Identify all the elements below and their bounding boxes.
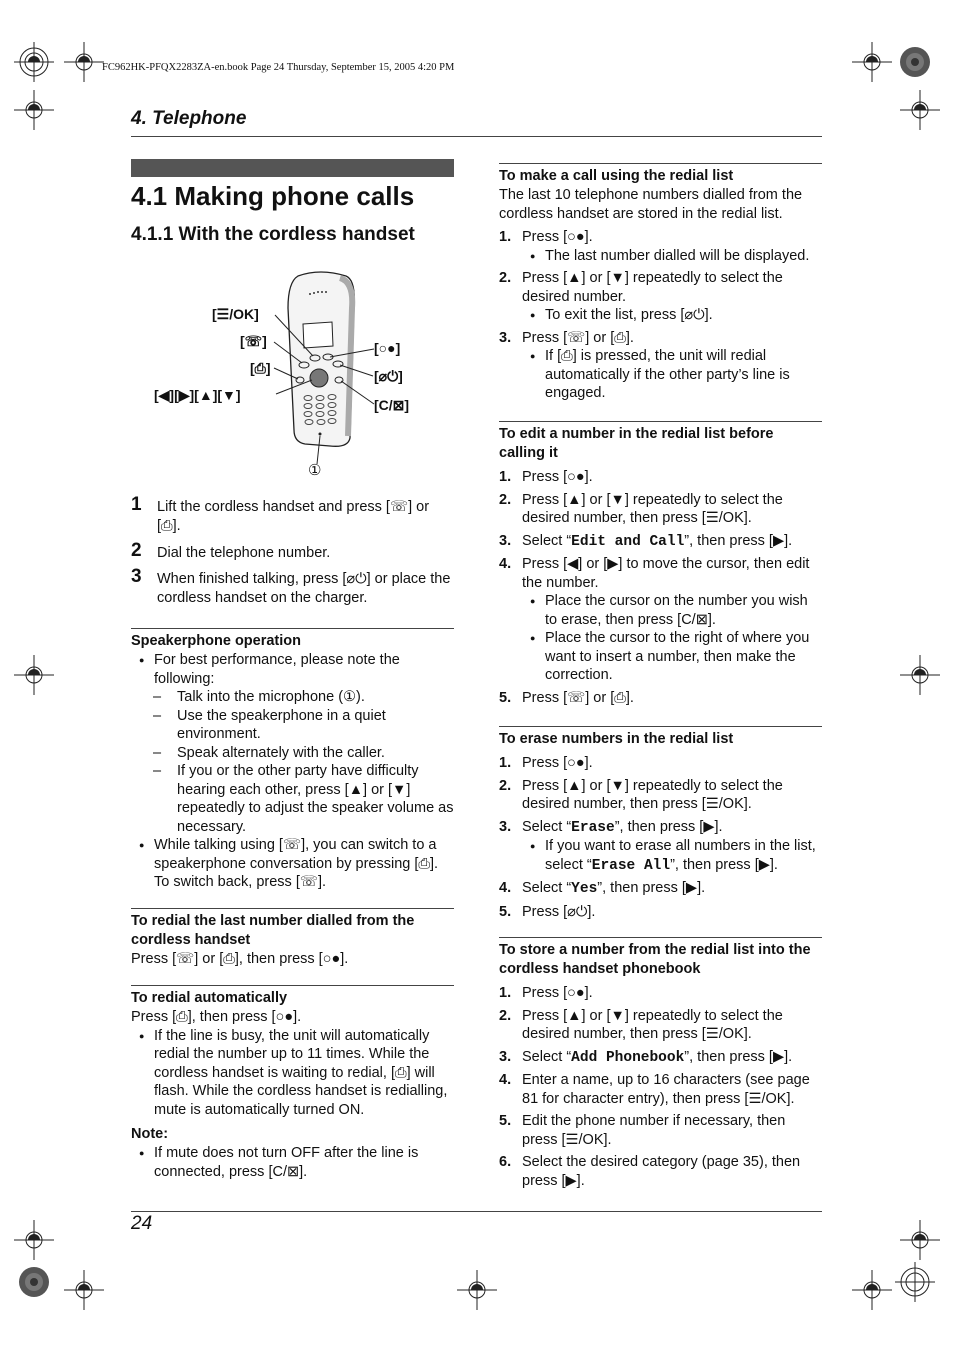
bullet: ● If the line is busy, the unit will automatically redial the number up to 11 times. While the cordless handset is waiting to redial, [⎙] will flash. While the cordless handset is redialling, mute is automatically turned ON. [131,1027,454,1120]
section-rule [131,628,454,629]
section-rule [499,726,822,727]
speakerphone-title: Speakerphone operation [131,633,302,649]
step-3: 3 When finished talking, press [⌀⏻] or place the cordless handset on the charger. [131,566,451,606]
step-1: 1 Lift the cordless handset and press [☏] or [⎙]. [131,494,430,534]
list-item: 1. Press [○●]. [499,755,593,771]
section-rule [499,937,822,938]
section-rule [131,908,454,909]
redial-last-text: Press [☏] or [⎙], then press [○●]. [131,951,349,967]
main-steps [131,494,454,615]
crosshair-mark-icon [14,90,54,130]
crosshair-mark-icon [457,1270,497,1310]
redial-last-title: To redial the last number dialled from the cordless handset [131,913,415,948]
list-item: 2. Press [▲] or [▼] repeatedly to select the desired number. ● To exit the list, press [⌀⏻]. [499,269,822,325]
crosshair-mark-icon [900,90,940,130]
list-item: 1. Press [○●]. [499,469,593,485]
edit-title: To edit a number in the redial list before calling it [499,426,774,461]
redial-key-label: [○●] [374,340,401,356]
crosshair-mark-icon [14,655,54,695]
dash-item: – Use the speakerphone in a quiet environment. [153,707,386,742]
bullet: ● While talking using [☏], you can switch to a speakerphone conversation by pressing [⎙]. To switch back, press [☏]. [131,836,454,892]
step-2: 2 Dial the telephone number. [131,540,331,561]
list-item: 3. Select “Add Phonebook”, then press [▶]. [499,1048,793,1066]
subsection-title: 4.1.1 With the cordless handset [131,224,415,245]
erase-section [499,730,822,925]
handset-body [288,272,354,446]
title-bar [131,159,454,177]
microphone-label: ① [308,462,322,479]
redial-auto-text: Press [⎙], then press [○●]. [131,1009,302,1025]
list-item: 3. Press [☏] or [⎙]. ● If [⎙] is pressed, the unit will redial automatically if the other party’s line is engaged. [499,329,822,403]
list-item: 5. Edit the phone number if necessary, then press [☰/OK]. [499,1113,786,1148]
list-item: 1. Press [○●]. ● The last number dialled will be displayed. [499,228,822,265]
redial-auto-title: To redial automatically [131,990,288,1006]
section-rule [499,163,822,164]
crosshair-mark-icon [852,1270,892,1310]
handset-display [303,322,333,348]
make-call-section [499,167,822,407]
store-title: To store a number from the redial list into the cordless handset phonebook [499,942,811,977]
crosshair-mark-icon [900,1220,940,1260]
make-call-intro: The last 10 telephone numbers dialled from the cordless handset are stored in the redial list. [499,187,803,222]
handset-figure [150,268,450,483]
nav-keys-label: [◀][▶][▲][▼] [154,387,241,403]
redial-last-section [131,912,454,969]
bullet: ● For best performance, please note the following: [131,651,454,688]
section-rule [499,421,822,422]
section-header: 4. Telephone [131,108,247,129]
bullet: ● If mute does not turn OFF after the line is connected, press [C/⊠]. [131,1144,454,1181]
menu-ok-key-label: [☰/OK] [212,306,259,322]
list-item: 1. Press [○●]. [499,985,593,1001]
make-call-title: To make a call using the redial list [499,168,734,184]
speakerphone-section [131,632,454,892]
list-item: 6. Select the desired category (page 35), then press [▶]. [499,1154,801,1189]
crosshair-mark-icon [64,1270,104,1310]
erase-title: To erase numbers in the redial list [499,731,734,747]
note-label: Note: [131,1126,169,1142]
clear-key-label: [C/⊠] [374,397,410,413]
edit-section [499,425,822,711]
list-item: 3. Select “Erase”, then press [▶]. ● If you want to erase all numbers in the list, select “Erase All”, then press [▶]. [499,818,822,876]
nav-key [310,369,328,387]
file-header: FC962HK-PFQX2283ZA-en.book Page 24 Thursday, September 15, 2005 4:20 PM [102,62,455,73]
speaker-key-label: [⎙] [250,360,271,376]
crosshair-mark-icon [14,1220,54,1260]
page-number: 24 [131,1213,153,1234]
dash-item: – Talk into the microphone (①). [153,689,365,705]
header-rule [131,136,822,137]
off-key-label: [⌀⏻] [374,368,403,384]
microphone [319,433,322,436]
crosshair-mark-icon [852,42,892,82]
crosshair-mark-icon [900,655,940,695]
list-item: 2. Press [▲] or [▼] repeatedly to select the desired number, then press [☰/OK]. [499,777,783,812]
list-item: 4. Press [◀] or [▶] to move the cursor, then edit the number. ● Place the cursor on the number you wish to erase, then press [C/⊠]. ● Place the cursor to the right of where you want to insert a number, then make the correction. [499,555,822,685]
store-section [499,941,822,1194]
list-item: 4. Enter a name, up to 16 characters (see page 81 for character entry), then press [☰/OK]. [499,1072,810,1107]
talk-key-label: [☏] [240,333,267,349]
section-rule [131,985,454,986]
list-item: 4. Select “Yes”, then press [▶]. [499,880,706,897]
list-item: 2. Press [▲] or [▼] repeatedly to select the desired number, then press [☰/OK]. [499,491,783,526]
list-item: 2. Press [▲] or [▼] repeatedly to select the desired number, then press [☰/OK]. [499,1007,783,1042]
crosshair-mark-icon [64,42,104,82]
color-target-icon [14,1262,54,1302]
page-title: 4.1 Making phone calls [131,181,415,211]
footer-rule [131,1211,822,1212]
list-item: 5. Press [☏] or [⎙]. [499,689,634,706]
crosshair-mark-icon [895,1262,935,1302]
crosshair-mark-icon [14,42,54,82]
dash-item: – If you or the other party have difficulty hearing each other, press [▲] or [▼] repeatedly to adjust the speaker volume as necessary. [153,763,454,835]
color-target-icon [895,42,935,82]
redial-auto-section [131,989,454,1181]
list-item: 3. Select “Edit and Call”, then press [▶]. [499,532,793,550]
list-item: 5. Press [⌀⏻]. [499,903,596,920]
dash-item: – Speak alternately with the caller. [153,744,385,761]
